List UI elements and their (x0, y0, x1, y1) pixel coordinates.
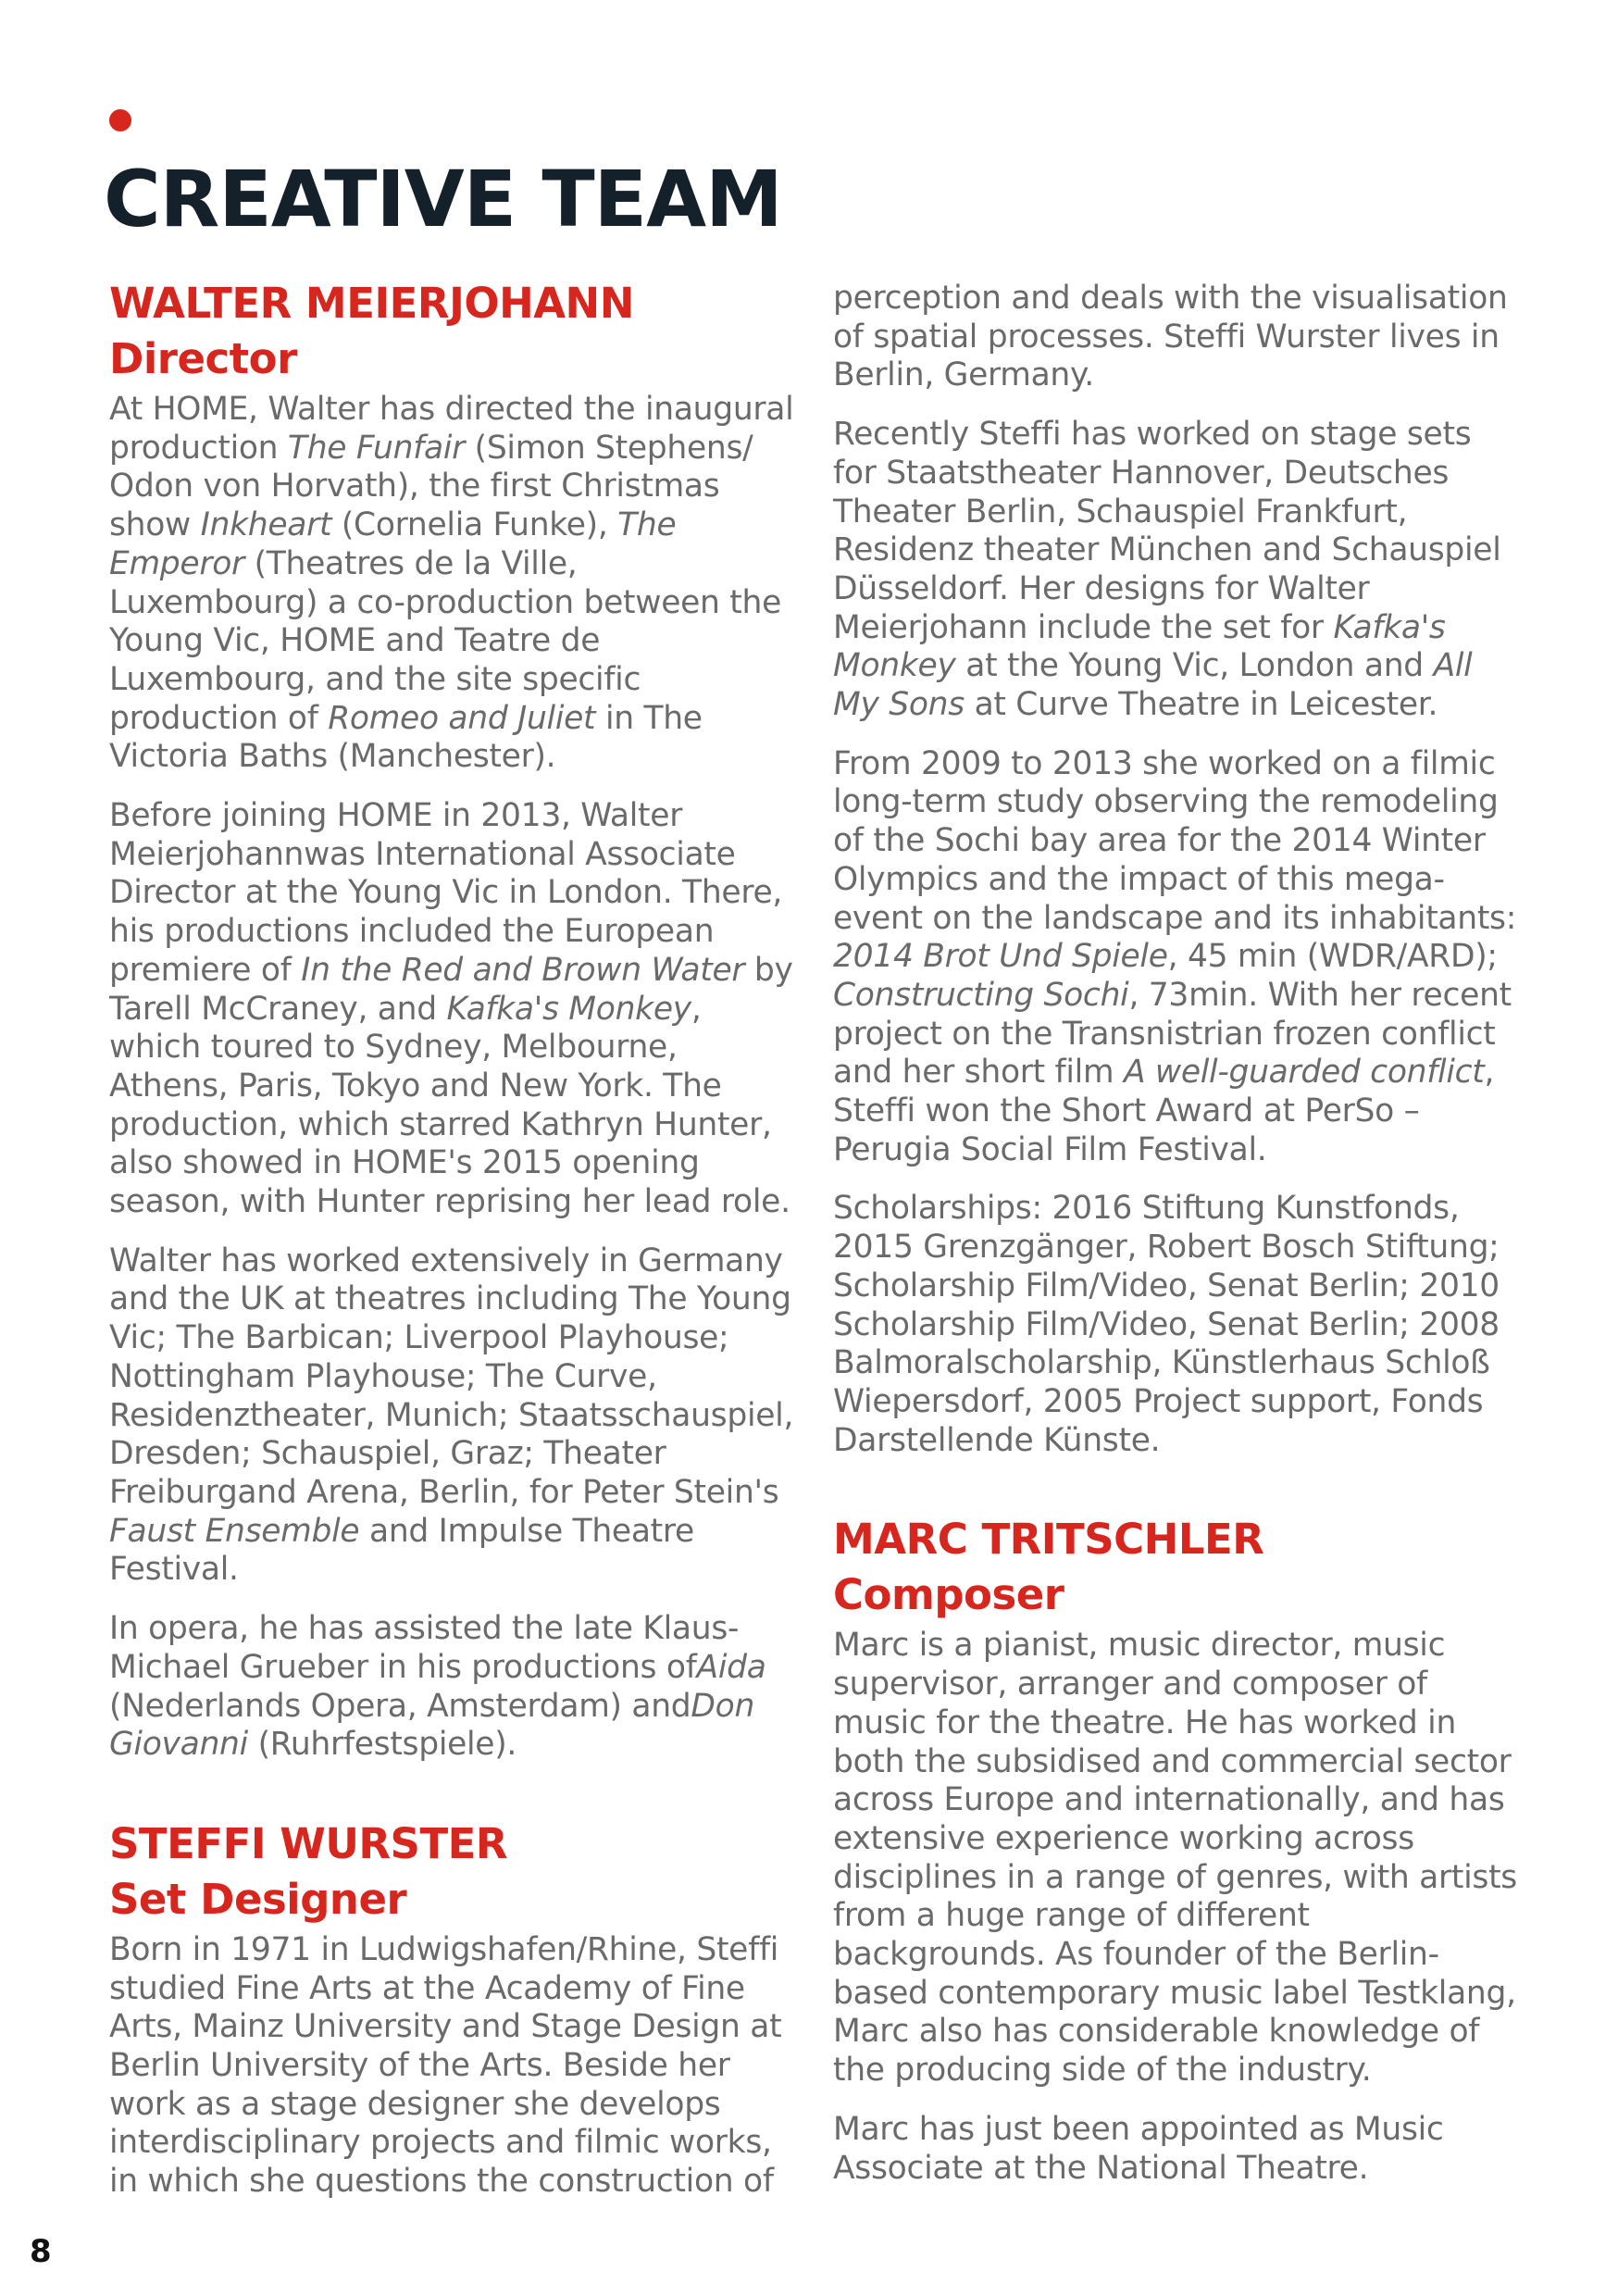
steffi-bio-paragraph-3: From 2009 to 2013 she worked on a filmic long-term study observing the remodeling of the Sochi bay area for the 2014 Winter Olympics and the impact of this mega-event on the landscape and its inhabitants: 2014 Brot Und Spiele, 45 min (WDR/ARD); Constructing Sochi, 73min. With her recent project on the Transnistrian frozen conflict and her short film A well-guarded conflict, Steffi won the Short Award at PerSo – Perugia Social Film Festival. (833, 744, 1517, 1168)
page-number: 8 (30, 2233, 52, 2270)
marc-bio-paragraph-2: Marc has just been appointed as Music Associate at the National Theatre. (833, 2110, 1444, 2187)
steffi-scholarships: Scholarships: 2016 Stiftung Kunstfonds, 2015 Grenzgänger, Robert Bosch Stiftung; Scholarship Film/Video, Senat Berlin; 2010 Scholarship Film/Video, Senat Berlin; 2008 Balmoralscholarship, Künstlerhaus Schloß Wiepersdorf, 2005 Project support, Fonds Darstellende Künste. (833, 1190, 1500, 1459)
walter-bio-paragraph-4: In opera, he has assisted the late Klaus-Michael Grueber in his productions ofAida (Nederlands Opera, Amsterdam) andDon Giovanni (Ruhrfestspiele). (109, 1610, 766, 1764)
steffi-name: STEFFI WURSTER (109, 1818, 508, 1868)
marc-role: Composer (833, 1570, 1064, 1620)
walter-bio-paragraph-2: Before joining HOME in 2013, Walter Meierjohannwas International Associate Director at the Young Vic in London. There, his productions included the European premiere of In the Red and Brown Water by Tarell McCraney, and Kafka's Monkey, which toured to Sydney, Melbourne, Athens, Paris, Tokyo and New York. The production, which starred Kathryn Hunter, also showed in HOME's 2015 opening season, with Hunter reprising her lead role. (109, 797, 793, 1221)
steffi-bio-paragraph-1: Born in 1971 in Ludwigshafen/Rhine, Steffi studied Fine Arts at the Academy of Fine Arts, Mainz University and Stage Design at Berlin University of the Arts. Beside her work as a stage designer she develops interdisciplinary projects and filmic works, in which she questions the construction of (109, 1930, 782, 2201)
walter-name: WALTER MEIERJOHANN (109, 279, 634, 328)
steffi-bio-paragraph-1-continued: perception and deals with the visualisation of spatial processes. Steffi Wurster lives in Berlin, Germany. (833, 280, 1508, 394)
marc-bio-paragraph-1: Marc is a pianist, music director, music supervisor, arranger and composer of music for the theatre. He has worked in both the subsidised and commercial sector across Europe and internationally, and has extensive experience working across disciplines in a range of genres, with artists from a huge range of different backgrounds. As founder of the Berlin-based contemporary music label Testklang, Marc also has considerable knowledge of the producing side of the industry. (833, 1627, 1517, 2090)
walter-role: Director (109, 334, 297, 383)
marc-name: MARC TRITSCHLER (833, 1515, 1264, 1565)
steffi-role: Set Designer (109, 1874, 407, 1924)
steffi-bio-paragraph-2: Recently Steffi has worked on stage sets for Staatstheater Hannover, Deutsches Theater Berlin, Schauspiel Frankfurt, Residenz theater München and Schauspiel Düsseldorf. Her designs for Walter Meierjohann include the set for Kafka's Monkey at the Young Vic, London and All My Sons at Curve Theatre in Leicester. (833, 416, 1501, 724)
walter-bio-paragraph-3: Walter has worked extensively in Germany and the UK at theatres including The Young Vic; The Barbican; Liverpool Playhouse; Nottingham Playhouse; The Curve, Residenztheater, Munich; Staatsschauspiel, Dresden; Schauspiel, Graz; Theater Freiburgand Arena, Berlin, for Peter Stein's Faust Ensemble and Impulse Theatre Festival. (109, 1242, 794, 1589)
right-column (833, 280, 1518, 2208)
page-title: CREATIVE TEAM (104, 154, 782, 244)
left-column (109, 276, 794, 2222)
walter-bio-paragraph-1: At HOME, Walter has directed the inaugural production The Funfair (Simon Stephens/ Odon von Horvath), the first Christmas show Inkheart (Cornelia Funke), The Emperor (Theatres de la Ville, Luxembourg) a co-production between the Young Vic, HOME and Teatre de Luxembourg, and the site specific production of Romeo and Juliet in The Victoria Baths (Manchester). (109, 391, 794, 776)
accent-dot (109, 109, 131, 131)
